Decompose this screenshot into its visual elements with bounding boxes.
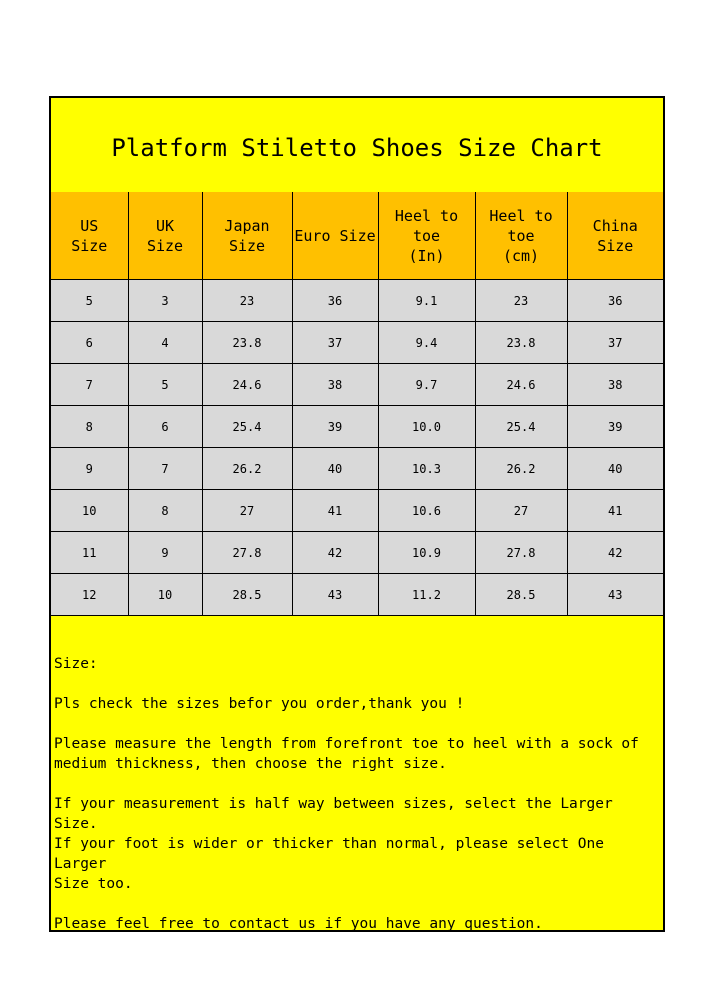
notes-section <box>54 654 660 954</box>
notes-between: If your measurement is half way between sizes, select the Larger Size. If your foot is wider or thicker than normal, please select One Larger Size too. <box>54 796 613 892</box>
table-row <box>51 532 663 574</box>
table-cell: 43 <box>292 574 378 616</box>
table-cell: 10 <box>51 490 128 532</box>
table-cell: 25.4 <box>202 406 292 448</box>
table-cell: 5 <box>128 364 202 406</box>
table-row <box>51 448 663 490</box>
table-cell: 28.5 <box>475 574 567 616</box>
notes-contact: Please feel free to contact us if you have any question. <box>54 916 543 932</box>
table-row <box>51 406 663 448</box>
table-cell: 42 <box>292 532 378 574</box>
table-cell: 23.8 <box>475 322 567 364</box>
table-cell: 23 <box>202 280 292 322</box>
header-japan-size: Japan Size <box>202 192 292 280</box>
table-cell: 36 <box>292 280 378 322</box>
page-title: Platform Stiletto Shoes Size Chart <box>111 134 603 162</box>
notes-heading: Size: <box>54 656 98 672</box>
size-table <box>51 192 663 616</box>
header-heel-toe-in: Heel to toe (In) <box>378 192 475 280</box>
table-cell: 39 <box>567 406 663 448</box>
table-cell: 27 <box>202 490 292 532</box>
header-row <box>51 192 663 280</box>
table-cell: 11.2 <box>378 574 475 616</box>
table-cell: 23.8 <box>202 322 292 364</box>
header-uk-size: UK Size <box>128 192 202 280</box>
table-cell: 10.0 <box>378 406 475 448</box>
table-cell: 8 <box>51 406 128 448</box>
table-cell: 36 <box>567 280 663 322</box>
table-cell: 27.8 <box>202 532 292 574</box>
table-cell: 43 <box>567 574 663 616</box>
table-cell: 38 <box>292 364 378 406</box>
table-cell: 8 <box>128 490 202 532</box>
table-cell: 42 <box>567 532 663 574</box>
table-cell: 5 <box>51 280 128 322</box>
table-cell: 9 <box>51 448 128 490</box>
table-cell: 24.6 <box>475 364 567 406</box>
header-heel-toe-cm: Heel to toe (cm) <box>475 192 567 280</box>
table-cell: 28.5 <box>202 574 292 616</box>
table-cell: 40 <box>567 448 663 490</box>
table-cell: 25.4 <box>475 406 567 448</box>
table-cell: 26.2 <box>475 448 567 490</box>
size-chart <box>49 96 665 932</box>
table-cell: 7 <box>51 364 128 406</box>
table-cell: 3 <box>128 280 202 322</box>
table-cell: 37 <box>567 322 663 364</box>
table-cell: 10 <box>128 574 202 616</box>
table-cell: 10.6 <box>378 490 475 532</box>
table-cell: 9.1 <box>378 280 475 322</box>
table-cell: 27.8 <box>475 532 567 574</box>
header-euro-size: Euro Size <box>292 192 378 280</box>
table-cell: 10.9 <box>378 532 475 574</box>
table-cell: 11 <box>51 532 128 574</box>
table-cell: 7 <box>128 448 202 490</box>
table-cell: 4 <box>128 322 202 364</box>
table-cell: 37 <box>292 322 378 364</box>
table-cell: 23 <box>475 280 567 322</box>
notes-measure: Please measure the length from forefront toe to heel with a sock of medium thickness, then choose the right size. <box>54 736 639 772</box>
table-cell: 40 <box>292 448 378 490</box>
table-cell: 12 <box>51 574 128 616</box>
table-cell: 9 <box>128 532 202 574</box>
table-cell: 27 <box>475 490 567 532</box>
table-cell: 41 <box>292 490 378 532</box>
header-us-size: US Size <box>51 192 128 280</box>
table-cell: 38 <box>567 364 663 406</box>
table-cell: 24.6 <box>202 364 292 406</box>
table-row <box>51 574 663 616</box>
table-row <box>51 490 663 532</box>
table-row <box>51 322 663 364</box>
table-cell: 10.3 <box>378 448 475 490</box>
table-row <box>51 280 663 322</box>
table-cell: 26.2 <box>202 448 292 490</box>
table-cell: 9.4 <box>378 322 475 364</box>
notes-check: Pls check the sizes befor you order,thank you ! <box>54 696 465 712</box>
table-cell: 9.7 <box>378 364 475 406</box>
table-cell: 6 <box>51 322 128 364</box>
table-cell: 6 <box>128 406 202 448</box>
table-row <box>51 364 663 406</box>
header-china-size: China Size <box>567 192 663 280</box>
table-cell: 39 <box>292 406 378 448</box>
table-body <box>51 280 663 616</box>
table-cell: 41 <box>567 490 663 532</box>
